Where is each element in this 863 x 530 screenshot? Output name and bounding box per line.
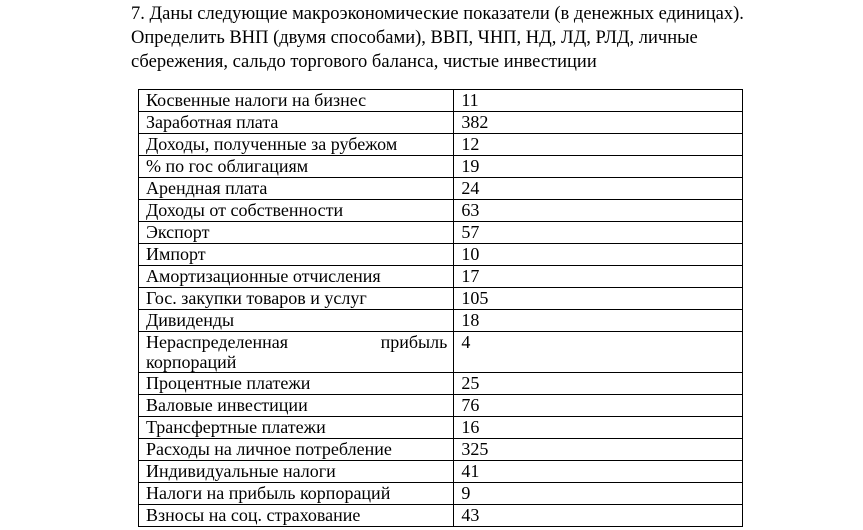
indicator-value: 10 <box>454 244 743 266</box>
indicator-label: Экспорт <box>139 222 454 244</box>
indicator-label: Налоги на прибыль корпораций <box>139 483 454 505</box>
table-row <box>139 222 743 244</box>
indicator-label: Валовые инвестиции <box>139 395 454 417</box>
indicator-value: 63 <box>454 200 743 222</box>
task-line-3: сбережения, сальдо торгового баланса, чистые инвестиции <box>131 52 597 72</box>
table-row <box>139 112 743 134</box>
indicator-value: 25 <box>454 373 743 395</box>
indicators-table <box>138 89 743 527</box>
indicator-label: Доходы, полученные за рубежом <box>139 134 454 156</box>
indicator-label: Взносы на соц. страхование <box>139 505 454 527</box>
label-word: прибыль <box>380 332 448 352</box>
indicator-value: 24 <box>454 178 743 200</box>
indicator-value: 17 <box>454 266 743 288</box>
table-row <box>139 332 743 373</box>
indicator-label: Косвенные налоги на бизнес <box>139 90 454 112</box>
table-row <box>139 439 743 461</box>
indicator-label: Дивиденды <box>139 310 454 332</box>
indicator-value: 57 <box>454 222 743 244</box>
indicator-label: Амортизационные отчисления <box>139 266 454 288</box>
table-row <box>139 310 743 332</box>
indicator-label: Заработная плата <box>139 112 454 134</box>
table-row <box>139 461 743 483</box>
indicator-label: Гос. закупки товаров и услуг <box>139 288 454 310</box>
indicator-value: 43 <box>454 505 743 527</box>
indicator-label: Процентные платежи <box>139 373 454 395</box>
label-second-line: корпораций <box>146 352 237 372</box>
table-row <box>139 373 743 395</box>
indicator-value: 41 <box>454 461 743 483</box>
task-line-1: 7. Даны следующие макроэкономические показатели (в денежных единицах). <box>131 4 744 24</box>
table-row <box>139 200 743 222</box>
table-row <box>139 417 743 439</box>
indicator-label: Доходы от собственности <box>139 200 454 222</box>
indicator-value: 325 <box>454 439 743 461</box>
indicator-value: 76 <box>454 395 743 417</box>
indicator-label: Индивидуальные налоги <box>139 461 454 483</box>
table-row <box>139 178 743 200</box>
table-row <box>139 156 743 178</box>
indicator-label: Расходы на личное потребление <box>139 439 454 461</box>
indicator-label: Импорт <box>139 244 454 266</box>
task-statement <box>131 2 831 74</box>
indicator-value: 105 <box>454 288 743 310</box>
indicator-label: Арендная плата <box>139 178 454 200</box>
table-row <box>139 244 743 266</box>
label-first-line <box>146 332 453 352</box>
indicator-value: 9 <box>454 483 743 505</box>
indicator-value: 12 <box>454 134 743 156</box>
indicator-value: 18 <box>454 310 743 332</box>
indicator-value: 11 <box>454 90 743 112</box>
table-row <box>139 288 743 310</box>
indicator-label: % по гос облигациям <box>139 156 454 178</box>
table-row <box>139 266 743 288</box>
label-word: Нераспределенная <box>146 332 289 352</box>
table-row <box>139 483 743 505</box>
table-row <box>139 134 743 156</box>
indicator-label <box>139 332 454 373</box>
indicator-value: 382 <box>454 112 743 134</box>
table-row <box>139 505 743 527</box>
table-row <box>139 395 743 417</box>
indicator-value: 4 <box>454 332 743 373</box>
indicator-value: 19 <box>454 156 743 178</box>
table-row <box>139 90 743 112</box>
task-line-2: Определить ВНП (двумя способами), ВВП, ЧНП, НД, ЛД, РЛД, личные <box>131 28 698 48</box>
indicator-value: 16 <box>454 417 743 439</box>
indicator-label: Трансфертные платежи <box>139 417 454 439</box>
